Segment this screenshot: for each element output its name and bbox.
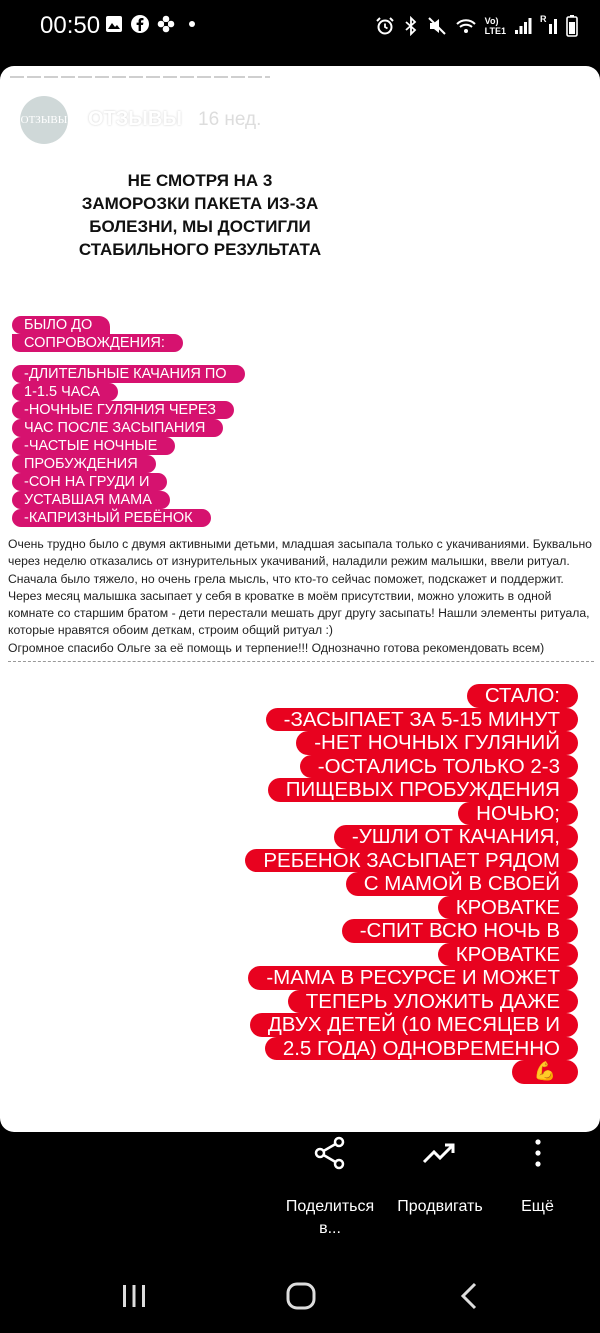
network-label (485, 16, 506, 36)
after-line: ПИЩЕВЫХ ПРОБУЖДЕНИЯ (268, 778, 578, 802)
share-label: Поделиться (285, 1198, 375, 1215)
after-list (238, 684, 578, 1084)
after-line: СТАЛО: (467, 684, 578, 708)
story-card[interactable] (0, 66, 600, 1132)
home-button[interactable] (285, 1280, 317, 1312)
alarm-icon (375, 16, 395, 36)
before-line: -НОЧНЫЕ ГУЛЯНИЯ ЧЕРЕЗ (12, 401, 234, 419)
before-title (12, 316, 183, 352)
promote-button[interactable] (390, 1132, 490, 1218)
signal-roaming (540, 16, 558, 36)
before-list (12, 365, 245, 527)
review-paragraph: Через месяц малышка засыпает у себя в кроватке в моём присутствии, можно уложить в одной комнате со старшим братом - дети перестали мешать друг другу засыпать! Нашли элементы ритуала, которые нравятся обоим деткам, строим общий ритуал :) (8, 588, 590, 638)
roaming-label: R (540, 14, 547, 24)
after-line: НОЧЬЮ; (458, 802, 578, 826)
before-line: ПРОБУЖДЕНИЯ (12, 455, 156, 473)
story-progress-bar (10, 76, 270, 78)
after-line: ДВУХ ДЕТЕЙ (10 МЕСЯЦЕВ И (250, 1013, 578, 1037)
recent-apps-button[interactable] (118, 1280, 150, 1312)
status-right-group (375, 12, 578, 40)
status-bar (0, 0, 600, 52)
before-line: -СОН НА ГРУДИ И (12, 473, 167, 491)
before-line: 1-1.5 ЧАСА (12, 383, 118, 401)
after-line: ТЕПЕРЬ УЛОЖИТЬ ДАЖЕ (288, 990, 578, 1014)
after-line: С МАМОЙ В СВОЕЙ (346, 872, 578, 896)
before-line: -ЧАСТЫЕ НОЧНЫЕ (12, 437, 175, 455)
account-name[interactable]: ОТЗЫВЫ (88, 108, 182, 130)
notification-dot-icon (186, 14, 206, 34)
story-headline: НЕ СМОТРЯ НА 3 ЗАМОРОЗКИ ПАКЕТА ИЗ-ЗА БОЛЕЗНИ, МЫ ДОСТИГЛИ СТАБИЛЬНОГО РЕЗУЛЬТАТА (78, 171, 322, 259)
after-line: -ЗАСЫПАЕТ ЗА 5-15 МИНУТ (266, 708, 578, 732)
signal-icon-1 (514, 16, 532, 36)
mute-icon (427, 16, 447, 36)
before-line: -КАПРИЗНЫЙ РЕБЁНОК (12, 509, 211, 527)
review-paragraph: Огромное спасибо Ольге за её помощь и терпение!!! Однозначно готова рекомендовать всем) (8, 640, 545, 655)
review-paragraph: Очень трудно было с двумя активными детьми, младшая засыпала только с укачиваниями. Буквально через неделю отказались от изнурительных укачиваний, наладили режим малышки, ввели ритуал. Сначала было тяжело, но очень грела мысль, что кто-то сейчас поможет, подскажет и поддержит. (8, 537, 592, 586)
after-line: -ОСТАЛИСЬ ТОЛЬКО 2-3 (300, 755, 578, 779)
avatar[interactable] (20, 96, 68, 144)
after-line: -СПИТ ВСЮ НОЧЬ В (342, 919, 578, 943)
promote-label: Продвигать (397, 1198, 483, 1215)
after-line: РЕБЕНОК ЗАСЫПАЕТ РЯДОМ (245, 849, 578, 873)
avatar-text: ОТЗЫВЫ (20, 114, 68, 126)
after-line: -НЕТ НОЧНЫХ ГУЛЯНИЙ (296, 731, 578, 755)
flexed-biceps-emoji: 💪 (512, 1060, 578, 1084)
network-label-lte: LTE1 (484, 26, 506, 36)
before-line: ЧАС ПОСЛЕ ЗАСЫПАНИЯ (12, 419, 223, 437)
status-time: 00:50 (40, 12, 101, 39)
share-icon (312, 1135, 348, 1171)
more-label: Ещё (521, 1198, 554, 1215)
more-button[interactable] (500, 1132, 575, 1218)
trending-up-icon (421, 1135, 459, 1171)
before-title-line: СОПРОВОЖДЕНИЯ: (12, 334, 183, 352)
network-label-volte: Vo) (484, 16, 499, 26)
story-age: 16 нед. (198, 109, 262, 130)
after-line: КРОВАТКЕ (438, 943, 578, 967)
battery-icon (566, 15, 578, 37)
more-vertical-icon (533, 1135, 543, 1171)
after-line: 2.5 ГОДА) ОДНОВРЕМЕННО (265, 1037, 578, 1061)
share-button[interactable] (280, 1132, 380, 1240)
review-text (8, 536, 594, 662)
facebook-icon (130, 14, 150, 34)
after-line: КРОВАТКЕ (438, 896, 578, 920)
share-label-cont: в... (319, 1220, 341, 1237)
back-button[interactable] (455, 1280, 485, 1312)
gallery-icon (104, 14, 124, 34)
pinwheel-icon (156, 14, 176, 34)
before-line: УСТАВШАЯ МАМА (12, 491, 170, 509)
after-line: -УШЛИ ОТ КАЧАНИЯ, (334, 825, 578, 849)
bluetooth-icon (403, 16, 419, 36)
wifi-icon (455, 16, 477, 36)
after-line: -МАМА В РЕСУРСЕ И МОЖЕТ (248, 966, 578, 990)
before-line: -ДЛИТЕЛЬНЫЕ КАЧАНИЯ ПО (12, 365, 245, 383)
before-title-line: БЫЛО ДО (12, 316, 110, 334)
